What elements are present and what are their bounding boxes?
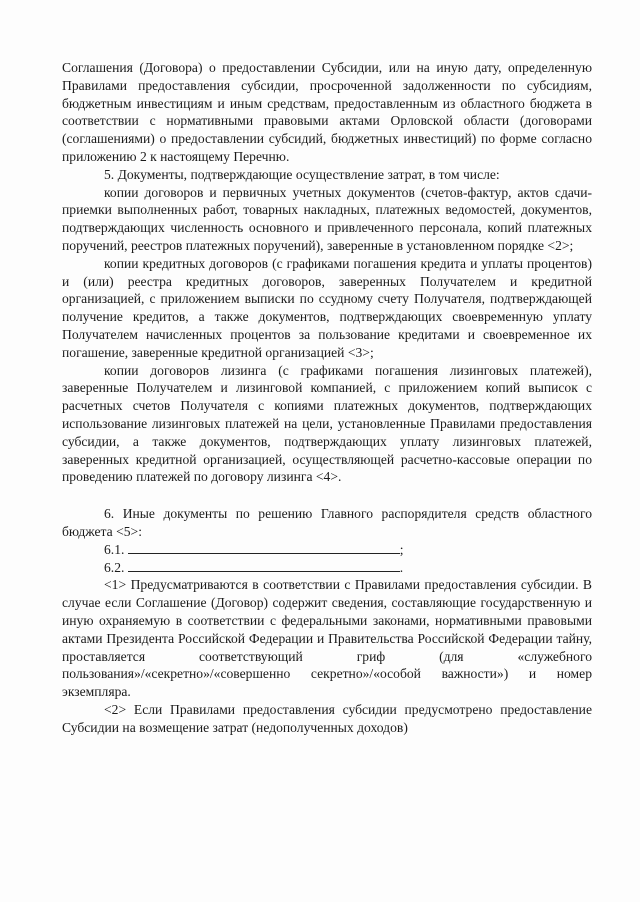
blank-line	[128, 559, 400, 572]
fill-in-item	[62, 541, 592, 559]
blank-line	[128, 541, 400, 554]
paragraph: копии кредитных договоров (с графиками погашения кредита и уплаты процентов) и (или) реестра кредитных договоров, заверенных Получателем и кредитной организацией, с приложением выписки по ссудному счету Получателя, подтверждающей получение кредитов, а также документов, подтверждающих своевременную уплату Получателем начисленных процентов за пользование кредитами и своевременное их погашение, заверенные кредитной организацией <3>;	[62, 255, 592, 360]
paragraph: копии договоров лизинга (с графиками погашения лизинговых платежей), заверенные Получателем и лизинговой компанией, с приложением копий выписок с расчетных счетов Получателя с копиями платежных документов, подтверждающих использование лизинговых платежей на цели, установленные Правилами предоставления субсидии, а также документов, подтверждающих уплату лизинговых платежей, заверенных кредитной организацией, осуществляющей расчетно-кассовые операции по проведению платежей по договору лизинга <4>.	[62, 362, 592, 485]
footnote: <2> Если Правилами предоставления субсидии предусмотрено предоставление Субсидии на возмещение затрат (недополученных доходов)	[62, 701, 592, 735]
paragraph: копии договоров и первичных учетных документов (счетов-фактур, актов сдачи-приемки выполненных работ, товарных накладных, платежных ведомостей, документов, подтверждающих численность основного и привлеченного персонала, копий платежных поручений, реестров платежных поручений), заверенные в установленном порядке <2>;	[62, 184, 592, 253]
section-heading: 5. Документы, подтверждающие осуществление затрат, в том числе:	[104, 166, 500, 182]
item-end: .	[399, 559, 404, 575]
footnote: <1> Предусматриваются в соответствии с Правилами предоставления субсидии. В случае если Соглашение (Договор) содержит сведения, составляющие государственную и иную охраняемую в соответствии с федеральными законами, нормативными правовыми актами Президента Российской Федерации и Правительства Российской Федерации тайну, проставляется соответствующий гриф (для «служебного пользования»/«секретно»/«совершенно секретно»/«особой важности») и номер экземпляра.	[62, 577, 592, 700]
item-label: 6.2.	[104, 559, 125, 575]
section-heading: 6. Иные документы по решению Главного распорядителя средств областного бюджета <5>:	[62, 506, 592, 539]
document-body	[62, 59, 592, 736]
item-end: ;	[399, 541, 404, 557]
item-label: 6.1.	[104, 541, 125, 557]
fill-in-item	[62, 559, 592, 577]
paragraph-gap	[62, 486, 592, 505]
paragraph: Соглашения (Договора) о предоставлении Субсидии, или на иную дату, определенную Правилами предоставления субсидии, просроченной задолженности по субсидиям, бюджетным инвестициям и иным средствам, предоставленным из областного бюджета в соответствии с нормативными правовыми актами Орловской области (договорами (соглашениями) о предоставлении субсидий, бюджетных инвестиций) по форме согласно приложению 2 к настоящему Перечню.	[62, 60, 592, 164]
